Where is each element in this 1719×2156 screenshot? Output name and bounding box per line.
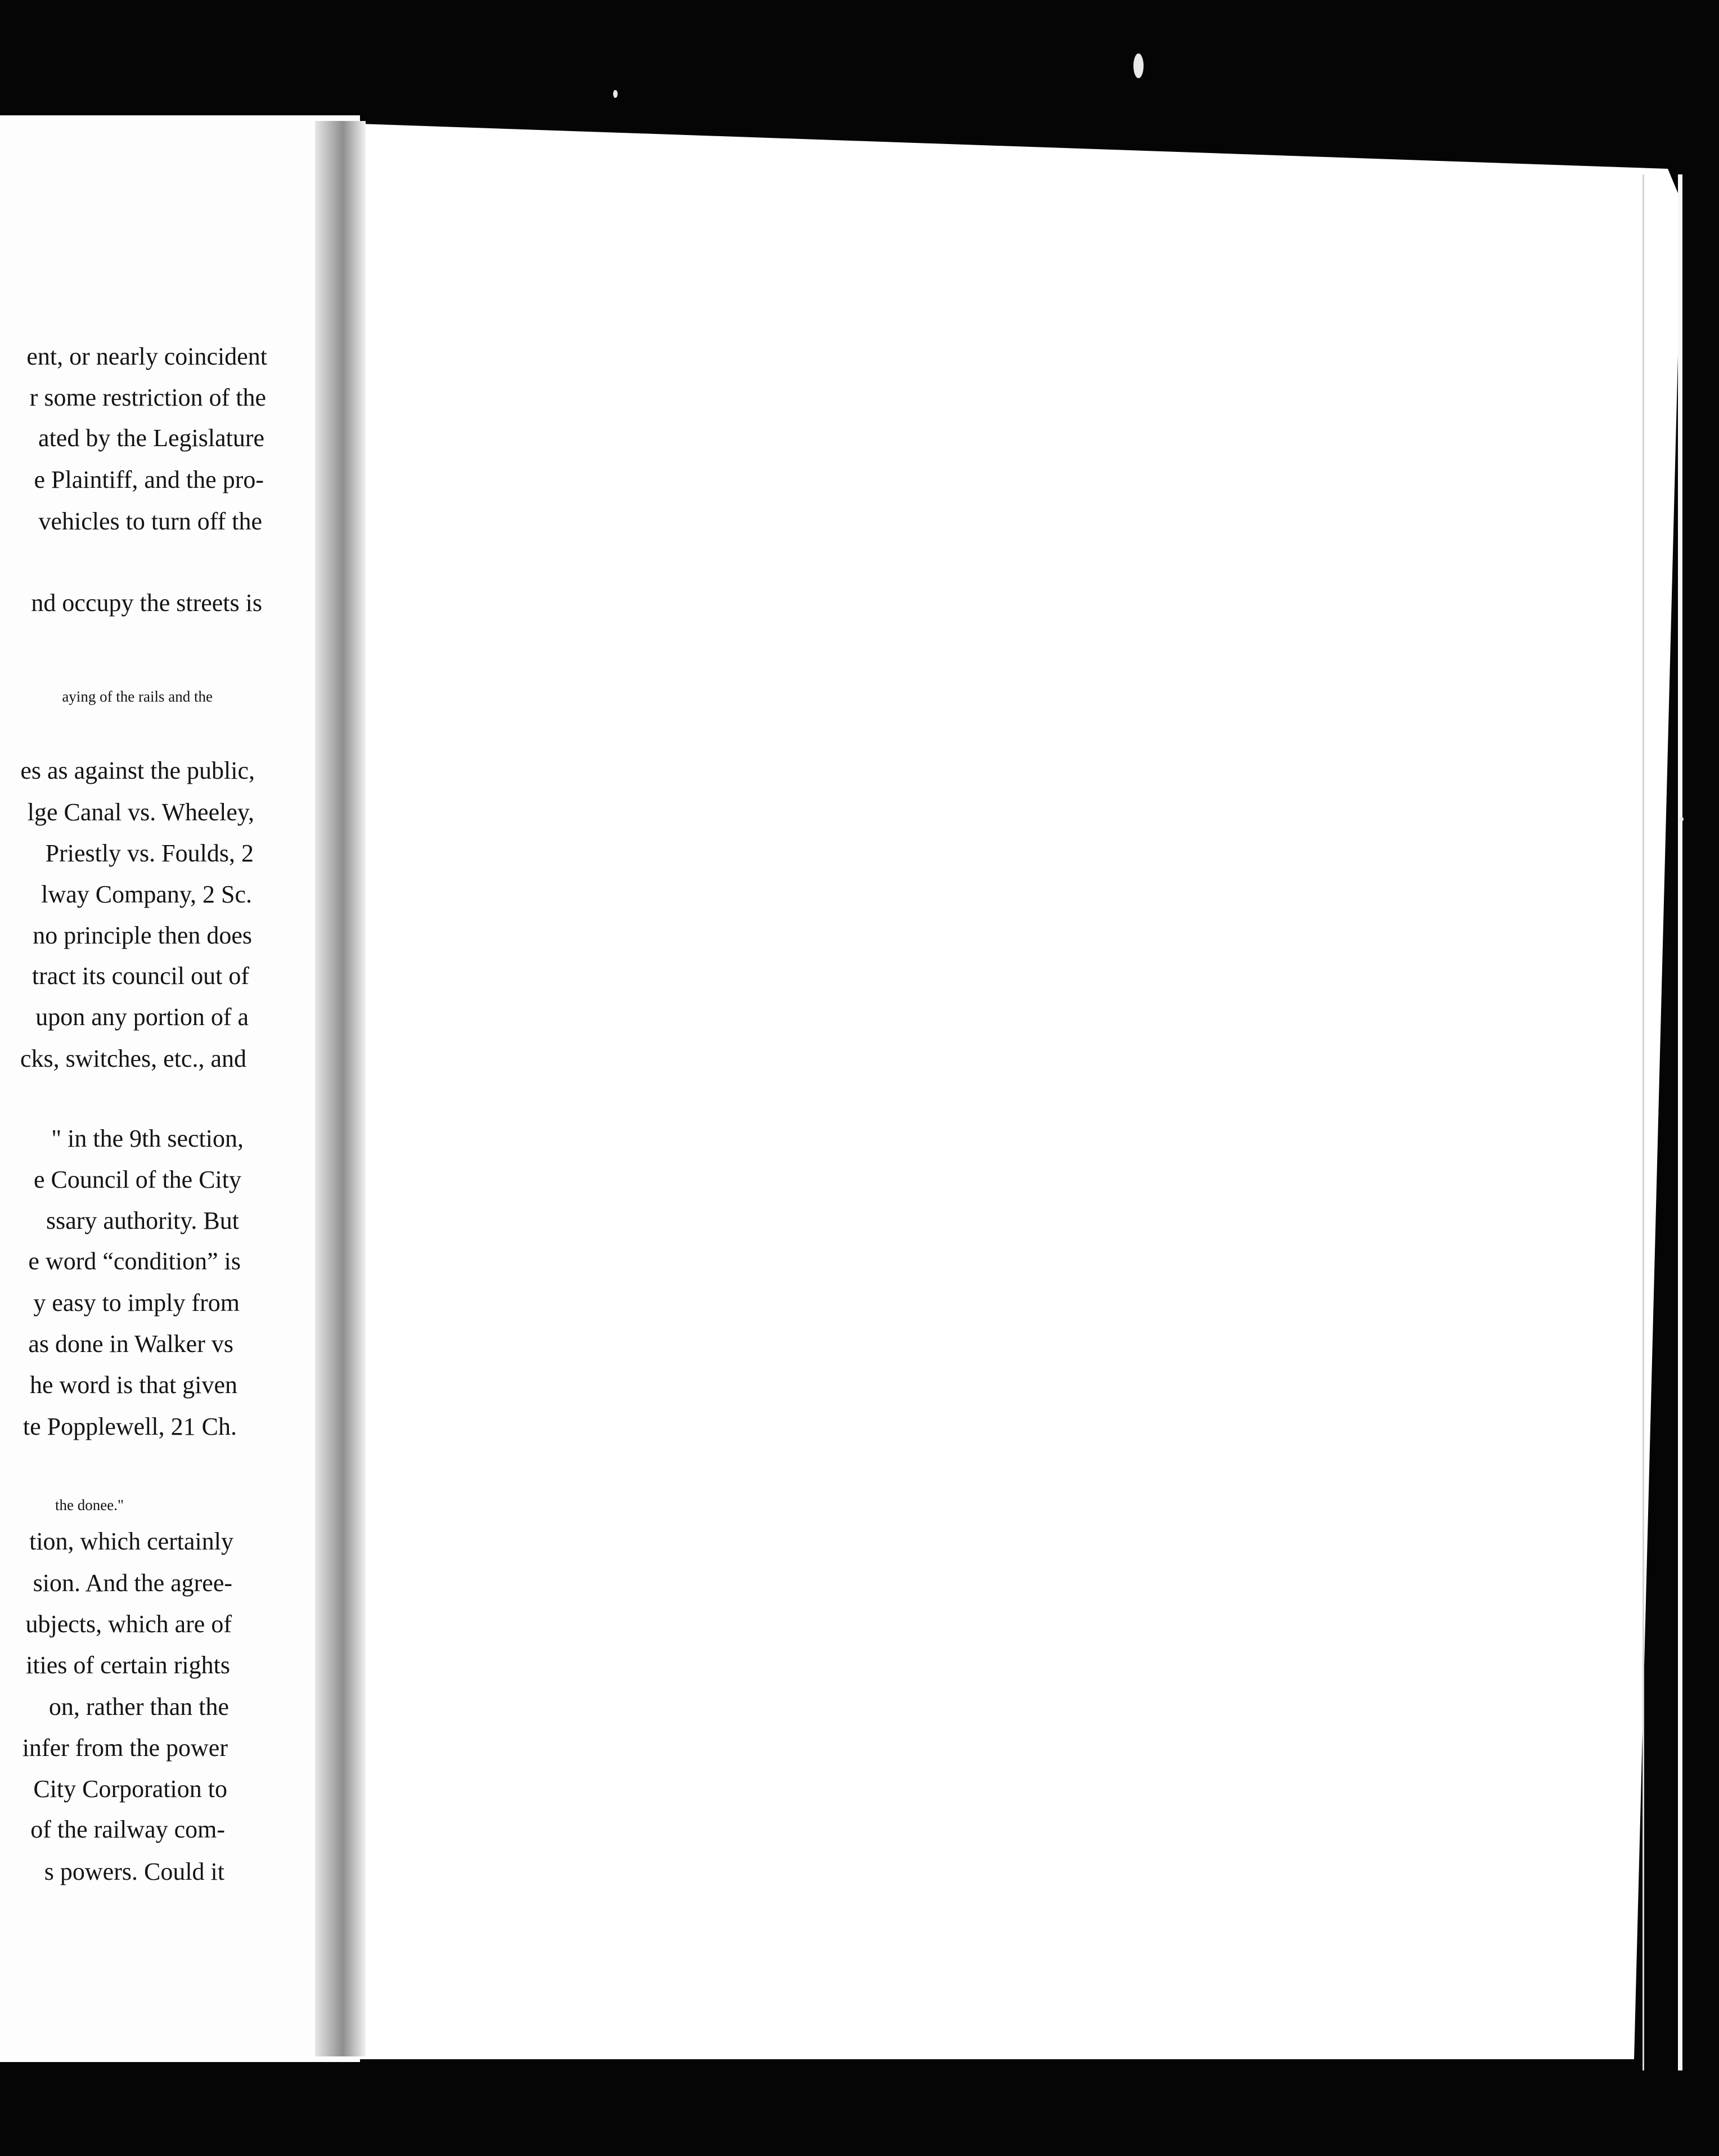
text-line: e Plaintiff, and the pro- — [34, 466, 264, 493]
text-line: sion. And the agree- — [33, 1569, 232, 1597]
text-line: s powers. Could it — [44, 1858, 224, 1885]
dust-speck — [1679, 817, 1684, 821]
blank-right-page — [315, 124, 1682, 2076]
text-line: ities of certain rights — [26, 1651, 230, 1679]
text-line: ssary authority. But — [46, 1207, 239, 1234]
dust-speck — [613, 90, 618, 98]
text-line: nd occupy the streets is — [31, 589, 262, 617]
text-line: lway Company, 2 Sc. — [41, 881, 252, 908]
text-line: on, rather than the — [48, 1693, 229, 1721]
text-line: no principle then does — [33, 922, 252, 949]
text-line: tion, which certainly — [29, 1528, 233, 1555]
text-line: Priestly vs. Foulds, 2 — [45, 839, 254, 867]
text-line: ated by the Legislature — [38, 424, 264, 452]
text-line: r some restriction of the — [29, 384, 266, 411]
text-line: es as against the public, — [20, 757, 255, 784]
text-line: City Corporation to — [33, 1775, 227, 1803]
text-line: of the railway com- — [30, 1816, 225, 1843]
text-line: tract its council out of — [32, 962, 249, 990]
text-line: e Council of the City — [33, 1166, 241, 1193]
text-line: " in the 9th section, — [51, 1125, 244, 1152]
text-line: as done in Walker vs — [28, 1330, 233, 1358]
text-line: ent, or nearly coincident — [26, 343, 267, 370]
dust-speck — [1133, 53, 1144, 78]
text-line: aying of the rails and the — [62, 688, 213, 705]
text-line: ubjects, which are of — [25, 1610, 232, 1638]
text-line: te Popplewell, 21 Ch. — [22, 1413, 237, 1440]
text-line: the donee." — [55, 1497, 124, 1513]
text-line: cks, switches, etc., and — [20, 1045, 246, 1072]
text-line: lge Canal vs. Wheeley, — [27, 798, 254, 826]
text-line: infer from the power — [22, 1734, 228, 1762]
text-line: he word is that given — [29, 1371, 237, 1399]
text-line: vehicles to turn off the — [38, 507, 262, 535]
text-line: e word “condition” is — [28, 1247, 241, 1275]
text-line: y easy to imply from — [33, 1289, 240, 1317]
right-page-edge — [1642, 174, 1682, 2070]
text-line: upon any portion of a — [35, 1003, 249, 1031]
book-gutter — [315, 121, 366, 2056]
